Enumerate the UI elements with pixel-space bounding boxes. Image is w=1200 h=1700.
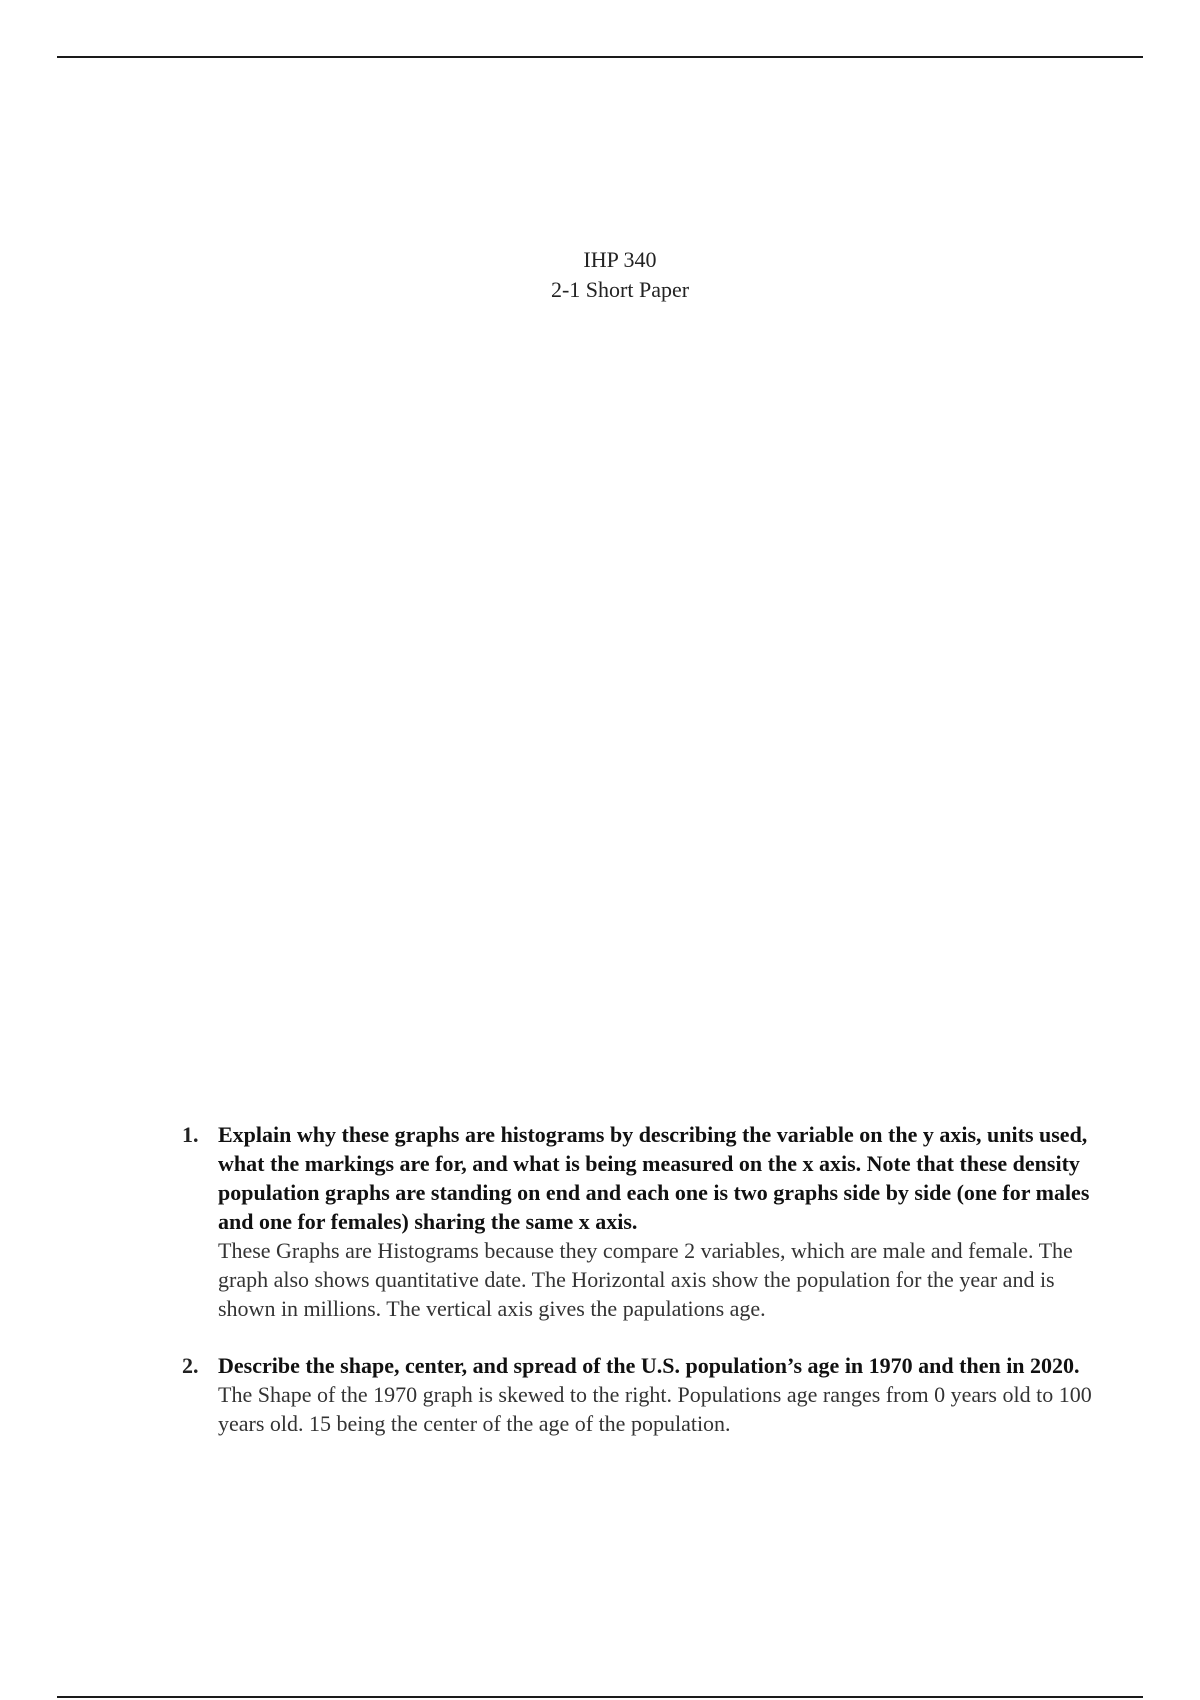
bottom-rule xyxy=(57,1696,1143,1698)
assignment-title: 2-1 Short Paper xyxy=(550,277,690,302)
question-list xyxy=(182,1120,1102,1466)
top-rule xyxy=(57,56,1143,58)
question-number: 1. xyxy=(182,1122,199,1147)
course-code: IHP 340 xyxy=(583,247,657,272)
question-answer: These Graphs are Histograms because they compare 2 variables, which are male and female. The graph also shows quantitative date. The Horizontal axis show the population for the year and is shown in millions. The vertical axis gives the papulations age. xyxy=(218,1238,1073,1321)
question-item xyxy=(182,1351,1102,1438)
question-answer: The Shape of the 1970 graph is skewed to the right. Populations age ranges from 0 years old to 100 years old. 15 being the center of the age of the population. xyxy=(218,1382,1092,1436)
question-prompt: Describe the shape, center, and spread of the U.S. population’s age in 1970 and then in 2020. xyxy=(218,1353,1080,1378)
question-number: 2. xyxy=(182,1353,199,1378)
title-block xyxy=(0,245,1200,305)
question-prompt: Explain why these graphs are histograms by describing the variable on the y axis, units used, what the markings are for, and what is being measured on the x axis. Note that these density population graphs are standing on end and each one is two graphs side by side (one for males and one for females) sharing the same x axis. xyxy=(218,1122,1090,1234)
question-item xyxy=(182,1120,1102,1323)
